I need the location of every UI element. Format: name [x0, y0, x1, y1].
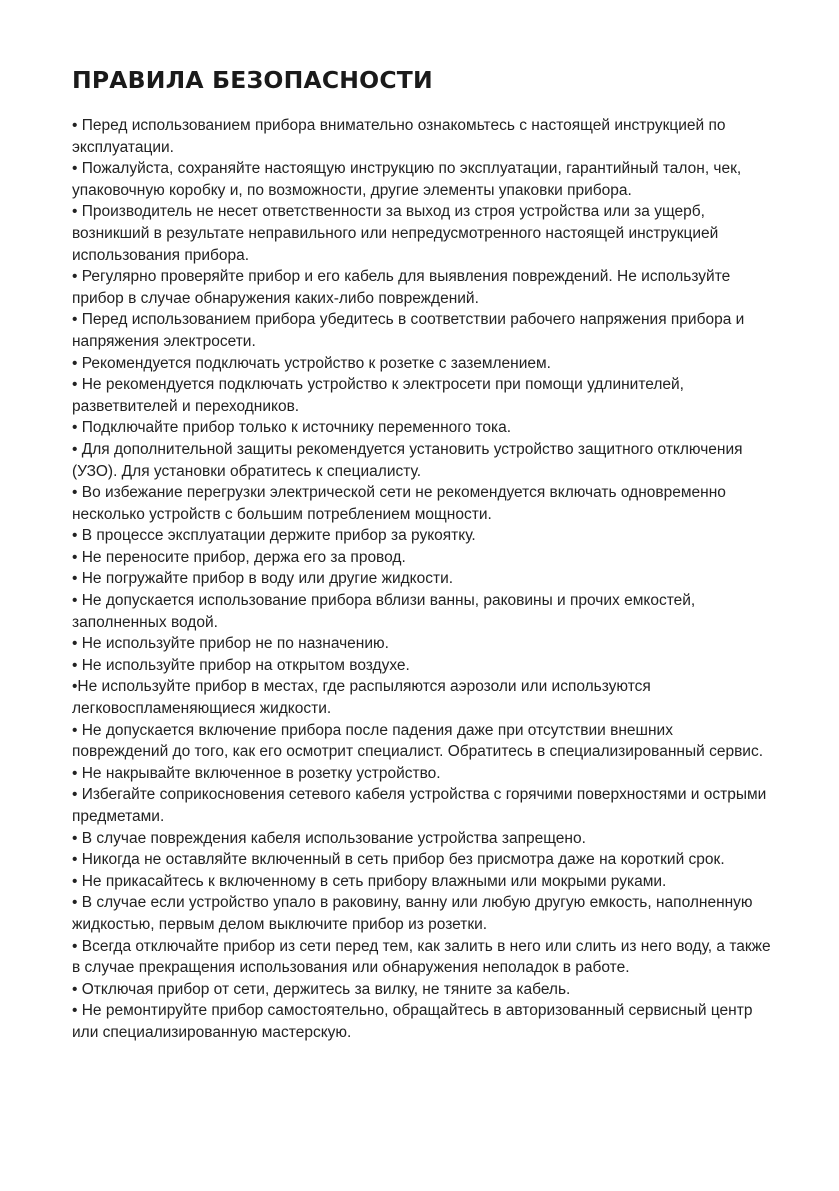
page-title: ПРАВИЛА БЕЗОПАСНОСТИ: [72, 66, 433, 94]
rule-item: • Перед использованием прибора убедитесь в соответствии рабочего напряжения прибора и напряжения электросети.: [72, 311, 745, 350]
rule-item: • Не погружайте прибор в воду или другие жидкости.: [72, 570, 454, 588]
rule-item: • Регулярно проверяйте прибор и его кабель для выявления повреждений. Не используйте прибор в случае обнаружения каких-либо повреждений.: [72, 268, 731, 307]
rule-item: • Не переносите прибор, держа его за провод.: [72, 548, 406, 566]
rule-item: • Не рекомендуется подключать устройство к электросети при помощи удлинителей, разветвителей и переходников.: [72, 376, 684, 415]
rule-item: • Не допускается использование прибора вблизи ванны, раковины и прочих емкостей, заполненных водой.: [72, 592, 696, 631]
rule-item: • Рекомендуется подключать устройство к розетке с заземлением.: [72, 354, 551, 372]
rule-item: • Не используйте прибор на открытом воздухе.: [72, 656, 410, 674]
rule-item: • В случае повреждения кабеля использование устройства запрещено.: [72, 829, 586, 847]
rule-item: • Во избежание перегрузки электрической сети не рекомендуется включать одновременно несколько устройств с большим потреблением мощности.: [72, 484, 726, 523]
rules-list: [72, 115, 772, 1044]
rule-item: • Не прикасайтесь к включенному в сеть прибору влажными или мокрыми руками.: [72, 872, 667, 890]
rule-item: • Производитель не несет ответственности за выход из строя устройства или за ущерб, возникший в результате неправильного или непредусмотренного настоящей инструкцией использования прибора.: [72, 203, 719, 264]
rule-item: • В процессе эксплуатации держите прибор за рукоятку.: [72, 527, 476, 545]
rule-item: • Избегайте соприкосновения сетевого кабеля устройства с горячими поверхностями и острыми предметами.: [72, 786, 767, 825]
rule-item: • Перед использованием прибора внимательно ознакомьтесь с настоящей инструкцией по эксплуатации.: [72, 117, 726, 156]
rule-item: • В случае если устройство упало в раковину, ванну или любую другую емкость, наполненную жидкостью, первым делом выключите прибор из розетки.: [72, 894, 753, 933]
rule-item: • Для дополнительной защиты рекомендуется установить устройство защитного отключения (УЗО). Для установки обратитесь к специалисту.: [72, 440, 743, 480]
rule-item: • Пожалуйста, сохраняйте настоящую инструкцию по эксплуатации, гарантийный талон, чек, упаковочную коробку и, по возможности, другие элементы упаковки прибора.: [72, 160, 742, 199]
rule-item: • Не накрывайте включенное в розетку устройство.: [72, 764, 441, 782]
rule-item: • Подключайте прибор только к источнику переменного тока.: [72, 419, 512, 437]
rule-item: • Не используйте прибор не по назначению.: [72, 635, 389, 653]
rule-item: • Всегда отключайте прибор из сети перед тем, как залить в него или слить из него воду, а также в случае прекращения использования или обнаружения неполадок в работе.: [72, 937, 771, 977]
rule-item: •Не используйте прибор в местах, где распыляются аэрозоли или используются легковоспламеняющиеся жидкости.: [72, 678, 651, 718]
safety-rules-page: [72, 62, 772, 1044]
rule-item: • Отключая прибор от сети, держитесь за вилку, не тяните за кабель.: [72, 980, 571, 998]
rule-item: • Не ремонтируйте прибор самостоятельно, обращайтесь в авторизованный сервисный центр или специализированную мастерскую.: [72, 1002, 753, 1041]
rule-item: • Не допускается включение прибора после падения даже при отсутствии внешних повреждений до того, как его осмотрит специалист. Обратитесь в специализированный сервис.: [72, 721, 764, 761]
rule-item: • Никогда не оставляйте включенный в сеть прибор без присмотра даже на короткий срок.: [72, 851, 725, 869]
